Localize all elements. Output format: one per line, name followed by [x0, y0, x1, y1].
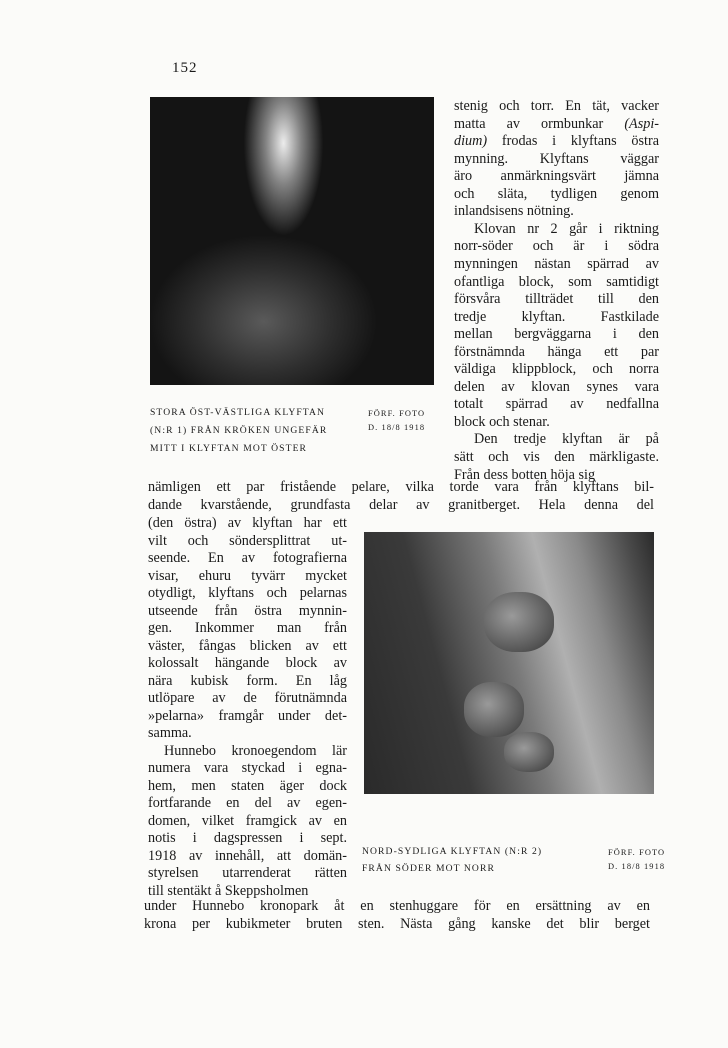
text-line: och släta, tydligen genom [454, 185, 659, 202]
text-line: väldiga klippblock, och norra [454, 361, 659, 378]
text-line: mynningen nästan spärrad av [454, 255, 659, 272]
text-line: »pelarna» framgår under det- [148, 707, 347, 724]
photo2-caption-line: FRÅN SÖDER MOT NORR [362, 863, 495, 874]
text-line: domen, vilket framgick av en [148, 812, 347, 829]
photo1-caption-line: MITT I KLYFTAN MOT ÖSTER [150, 443, 308, 454]
text-line: Hunnebo kronoegendom lär [164, 742, 347, 759]
text-line: hem, men staten äger dock [148, 777, 347, 794]
photo1-caption-line: (N:R 1) FRÅN KRÖKEN UNGEFÄR [150, 425, 328, 436]
text-line: stenig och torr. En tät, vacker [454, 98, 659, 114]
text-line: mellan bergväggarna i den [454, 326, 659, 343]
text-line: numera vara styckad i egna- [148, 760, 347, 776]
text-line: tredje klyftan. Fastkilade [454, 308, 659, 325]
text-line: norr-söder och är i södra [454, 238, 659, 255]
text-line: (den östra) av klyftan har ett [148, 515, 347, 531]
text-line: samma. [148, 725, 192, 741]
text-line: kolossalt hängande block av [148, 655, 347, 671]
text-line: förstnämnda hänga ett par [454, 343, 659, 360]
text-line: visar, ehuru tyvärr mycket [148, 567, 347, 584]
text-line: försvåra tillträdet till den [454, 291, 659, 308]
text-line: nämligen ett par fristående pelare, vilka torde vara från klyftans bil- [148, 479, 654, 495]
text-line: delen av klovan synes vara [454, 378, 659, 395]
page-number: 152 [172, 60, 198, 76]
text-line: ofantliga block, som samtidigt [454, 273, 659, 290]
text-line: krona per kubikmeter bruten sten. Nästa gång kanske det blir berget [144, 915, 650, 932]
text-line: Från dess botten höja sig [454, 466, 596, 483]
text-line: väster, fångas blicken av ett [148, 637, 347, 654]
photo2-caption-line: NORD-SYDLIGA KLYFTAN (N:R 2) [362, 846, 543, 857]
text-line: under Hunnebo kronopark åt en stenhuggare för en ersättning av en [144, 898, 650, 914]
text-line: utlöpare av de förutnämnda [148, 690, 347, 706]
text-line: utseende från östra mynnin- [148, 602, 347, 619]
photo1-credit-line: FÖRF. FOTO [368, 409, 426, 418]
text-line: äro anmärkningsvärt jämna [454, 168, 659, 185]
text-line: 1918 av innehåll, att domän- [148, 847, 347, 864]
text-line: totalt spärrad av nedfallna [454, 396, 659, 413]
text-line: sätt och vis den märkligaste. [454, 449, 659, 465]
photo2-credit-line: FÖRF. FOTO [608, 848, 666, 857]
text-line: gen. Inkommer man från [148, 620, 347, 636]
photo1-caption-line: STORA ÖST-VÄSTLIGA KLYFTAN [150, 407, 326, 418]
text-line: inlandsisens nötning. [454, 203, 574, 220]
text-line: otydligt, klyftans och pelarnas [148, 585, 347, 601]
text-line: Den tredje klyftan är på [474, 431, 659, 448]
photo-ravine-east-west [150, 97, 434, 385]
photo-ravine-north-south [364, 532, 654, 794]
text-line: Klovan nr 2 går i riktning [474, 220, 659, 237]
photo2-credit-line: D. 18/8 1918 [608, 862, 666, 871]
text-line: block och stenar. [454, 413, 550, 430]
text-line: dium) frodas i klyftans östra [454, 133, 659, 150]
text-line: seende. En av fotografierna [148, 550, 347, 566]
text-line: vilt och söndersplittrat ut- [148, 532, 347, 549]
text-line: nära kubisk form. En låg [148, 672, 347, 689]
text-line: dande kvarstående, grundfasta delar av granitberget. Hela denna del [148, 496, 654, 513]
photo1-credit-line: D. 18/8 1918 [368, 423, 426, 432]
text-line: till stentäkt å Skeppsholmen [148, 882, 309, 899]
text-line: mynning. Klyftans väggar [454, 150, 659, 167]
text-line: notis i dagspressen i sept. [148, 830, 347, 846]
text-line: fortfarande en del av egen- [148, 795, 347, 811]
text-line: styrelsen utarrenderat rätten [148, 865, 347, 881]
text-line: matta av ormbunkar (Aspi- [454, 115, 659, 132]
